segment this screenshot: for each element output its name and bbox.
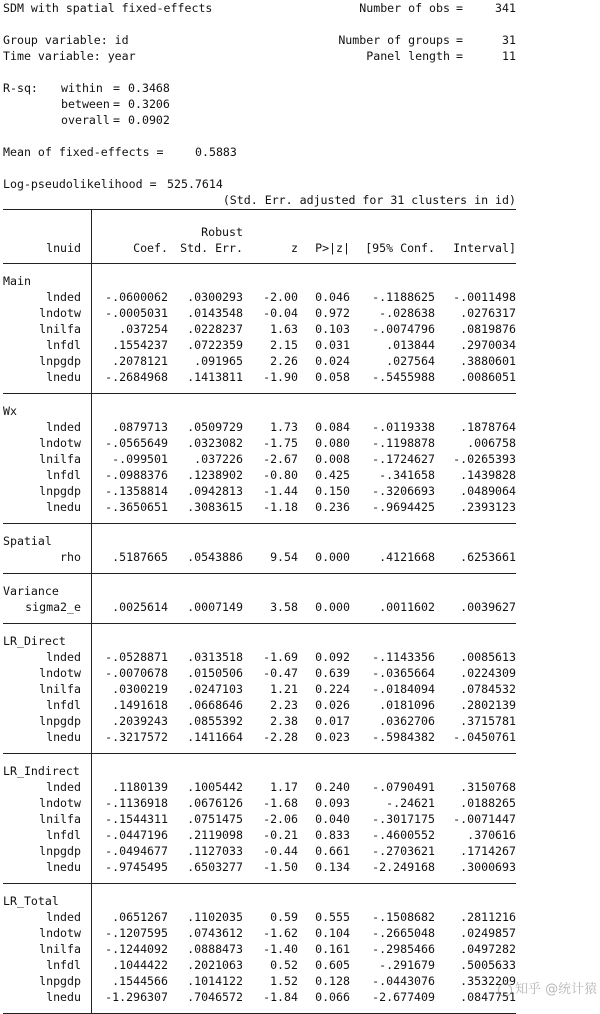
coef-cell: -.3217572 <box>105 730 168 744</box>
ci-lower-cell: -.028638 <box>379 306 435 320</box>
std-err-cell: .0007149 <box>187 600 243 614</box>
var-name-cell: lnedu <box>46 370 81 384</box>
p-value-cell: 0.236 <box>315 500 350 514</box>
z-cell: -1.18 <box>263 500 298 514</box>
coef-cell: -.1358814 <box>105 484 168 498</box>
p-value-cell: 0.128 <box>315 974 350 988</box>
z-cell: -1.44 <box>263 484 298 498</box>
column-header-z: z <box>291 241 298 255</box>
p-value-cell: 0.040 <box>315 812 350 826</box>
std-err-cell: .1413811 <box>187 370 243 384</box>
coef-cell: .0300219 <box>112 682 168 696</box>
p-value-cell: 0.093 <box>315 796 350 810</box>
var-name-cell: lnfdl <box>46 828 81 842</box>
ci-lower-cell: -.3206693 <box>372 484 435 498</box>
ci-lower-cell: -2.677409 <box>372 990 435 1004</box>
var-name-cell: lnpgdp <box>39 354 81 368</box>
nobs-value: 341 <box>495 1 516 15</box>
p-value-cell: 0.031 <box>315 338 350 352</box>
std-err-cell: .091965 <box>194 354 243 368</box>
var-name-cell: lnedu <box>46 730 81 744</box>
var-name-cell: lndotw <box>39 666 81 680</box>
p-value-cell: 0.224 <box>315 682 350 696</box>
ci-lower-cell: -.2665048 <box>372 926 435 940</box>
z-cell: 2.26 <box>270 354 298 368</box>
std-err-cell: .1411664 <box>187 730 243 744</box>
std-err-cell: .0942813 <box>187 484 243 498</box>
coef-cell: .037254 <box>119 322 168 336</box>
ci-upper-cell: .0085613 <box>460 650 516 664</box>
std-err-cell: .0743612 <box>187 926 243 940</box>
z-cell: -0.21 <box>263 828 298 842</box>
var-name-cell: lnpgdp <box>39 974 81 988</box>
z-cell: -0.80 <box>263 468 298 482</box>
ci-lower-cell: -.1188625 <box>372 290 435 304</box>
z-cell: -1.50 <box>263 860 298 874</box>
z-cell: -0.47 <box>263 666 298 680</box>
ci-upper-cell: .1439828 <box>460 468 516 482</box>
coef-cell: -.3650651 <box>105 500 168 514</box>
rsq-equals: = <box>113 113 120 127</box>
ci-upper-cell: .006758 <box>467 436 516 450</box>
column-header-p-value: P>|z| <box>315 241 350 255</box>
panel-length-label: Panel length <box>366 49 450 63</box>
z-cell: 3.58 <box>270 600 298 614</box>
table-rule <box>3 523 516 524</box>
var-name-cell: lnilfa <box>39 452 81 466</box>
var-name-cell: lnfdl <box>46 468 81 482</box>
ngroups-value: 31 <box>502 33 516 47</box>
z-cell: 0.59 <box>270 910 298 924</box>
var-name-cell: lnpgdp <box>39 714 81 728</box>
coef-cell: -.1207595 <box>105 926 168 940</box>
ci-lower-cell: -.1143356 <box>372 650 435 664</box>
ngroups-equals: = <box>456 33 463 47</box>
var-name-cell: lnded <box>46 780 81 794</box>
z-cell: -1.62 <box>263 926 298 940</box>
log-pseudolikelihood-label: Log-pseudolikelihood = <box>3 177 157 191</box>
std-err-cell: .0323082 <box>187 436 243 450</box>
var-name-cell: lnfdl <box>46 338 81 352</box>
zhihu-icon <box>498 983 512 997</box>
p-value-cell: 0.134 <box>315 860 350 874</box>
z-cell: 1.63 <box>270 322 298 336</box>
z-cell: -1.84 <box>263 990 298 1004</box>
rsq-equals: = <box>113 81 120 95</box>
z-cell: 2.38 <box>270 714 298 728</box>
var-name-cell: lnedu <box>46 860 81 874</box>
std-err-cell: .0143548 <box>187 306 243 320</box>
std-err-cell: .0722359 <box>187 338 243 352</box>
z-cell: -1.75 <box>263 436 298 450</box>
table-rule <box>3 883 516 884</box>
var-name-cell: lnded <box>46 650 81 664</box>
ci-lower-cell: .0181096 <box>379 698 435 712</box>
ci-upper-cell: .0249857 <box>460 926 516 940</box>
rsq-label: R-sq: <box>3 81 38 95</box>
column-header-var-name: lnuid <box>46 241 81 255</box>
var-name-cell: lnfdl <box>46 698 81 712</box>
ci-lower-cell: .027564 <box>386 354 435 368</box>
std-err-cell: .1005442 <box>187 780 243 794</box>
p-value-cell: 0.000 <box>315 600 350 614</box>
std-err-cell: .037226 <box>194 452 243 466</box>
z-cell: -2.67 <box>263 452 298 466</box>
p-value-cell: 0.104 <box>315 926 350 940</box>
panel-length-value: 11 <box>502 49 516 63</box>
z-cell: 2.23 <box>270 698 298 712</box>
ci-lower-cell: -.0119338 <box>372 420 435 434</box>
z-cell: 1.73 <box>270 420 298 434</box>
var-name-cell: lnilfa <box>39 322 81 336</box>
column-header-ci-upper: Interval] <box>453 241 516 255</box>
ngroups-label: Number of groups <box>338 33 450 47</box>
rsq-value: 0.3206 <box>128 97 170 111</box>
z-cell: -2.28 <box>263 730 298 744</box>
ci-upper-cell: -.0265393 <box>453 452 516 466</box>
var-name-cell: lnded <box>46 910 81 924</box>
coef-cell: -.1136918 <box>105 796 168 810</box>
coef-cell: .1491618 <box>112 698 168 712</box>
std-err-cell: .2021063 <box>187 958 243 972</box>
p-value-cell: 0.639 <box>315 666 350 680</box>
std-err-cell: .2119098 <box>187 828 243 842</box>
coef-cell: -1.296307 <box>105 990 168 1004</box>
ci-lower-cell: -.0443076 <box>372 974 435 988</box>
coef-cell: -.0070678 <box>105 666 168 680</box>
std-err-cell: .0751475 <box>187 812 243 826</box>
ci-lower-cell: -.1198878 <box>372 436 435 450</box>
nobs-label: Number of obs <box>359 1 450 15</box>
coef-cell: -.0600062 <box>105 290 168 304</box>
p-value-cell: 0.023 <box>315 730 350 744</box>
ci-lower-cell: .4121668 <box>379 550 435 564</box>
ci-upper-cell: .3150768 <box>460 780 516 794</box>
std-err-cell: .1102035 <box>187 910 243 924</box>
table-rule <box>3 393 516 394</box>
std-err-cell: .0228237 <box>187 322 243 336</box>
nobs-equals: = <box>456 1 463 15</box>
ci-upper-cell: .0039627 <box>460 600 516 614</box>
column-header-coef: Coef. <box>133 241 168 255</box>
z-cell: 1.52 <box>270 974 298 988</box>
var-name-cell: lnpgdp <box>39 844 81 858</box>
watermark-text: 知乎 @统计猿 <box>515 982 598 997</box>
column-header-robust: Robust <box>201 225 243 239</box>
coef-cell: .1544566 <box>112 974 168 988</box>
coef-cell: .1180139 <box>112 780 168 794</box>
std-err-cell: .7046572 <box>187 990 243 1004</box>
var-name-cell: lnilfa <box>39 942 81 956</box>
ci-upper-cell: .6253661 <box>460 550 516 564</box>
group-variable: Group variable: id <box>3 33 129 47</box>
z-cell: -2.06 <box>263 812 298 826</box>
z-cell: -2.00 <box>263 290 298 304</box>
table-separator <box>91 393 92 524</box>
std-err-cell: .3083615 <box>187 500 243 514</box>
ci-lower-cell: .013844 <box>386 338 435 352</box>
table-separator <box>91 263 92 394</box>
var-name-cell: lnded <box>46 290 81 304</box>
ci-upper-cell: .0784532 <box>460 682 516 696</box>
ci-lower-cell: -.24621 <box>386 796 435 810</box>
z-cell: -1.40 <box>263 942 298 956</box>
ci-lower-cell: -.0184094 <box>372 682 435 696</box>
p-value-cell: 0.425 <box>315 468 350 482</box>
p-value-cell: 0.080 <box>315 436 350 450</box>
ci-upper-cell: .3715781 <box>460 714 516 728</box>
z-cell: -1.90 <box>263 370 298 384</box>
coef-cell: .0879713 <box>112 420 168 434</box>
p-value-cell: 0.000 <box>315 550 350 564</box>
ci-lower-cell: .0011602 <box>379 600 435 614</box>
coef-cell: -.1544311 <box>105 812 168 826</box>
time-variable: Time variable: year <box>3 49 136 63</box>
z-cell: -1.69 <box>263 650 298 664</box>
p-value-cell: 0.555 <box>315 910 350 924</box>
panel-length-equals: = <box>456 49 463 63</box>
table-rule <box>3 573 516 574</box>
coef-cell: -.0005031 <box>105 306 168 320</box>
var-name-cell: lnfdl <box>46 958 81 972</box>
ci-upper-cell: -.0011498 <box>453 290 516 304</box>
p-value-cell: 0.092 <box>315 650 350 664</box>
coef-cell: -.0528871 <box>105 650 168 664</box>
table-rule <box>3 753 516 754</box>
z-cell: -1.68 <box>263 796 298 810</box>
z-cell: 9.54 <box>270 550 298 564</box>
coef-cell: .2039243 <box>112 714 168 728</box>
ci-upper-cell: .0188265 <box>460 796 516 810</box>
ci-lower-cell: -.2985466 <box>372 942 435 956</box>
std-err-cell: .0855392 <box>187 714 243 728</box>
rsq-name: between <box>61 97 110 111</box>
p-value-cell: 0.161 <box>315 942 350 956</box>
z-cell: 0.52 <box>270 958 298 972</box>
ci-upper-cell: -.0450761 <box>453 730 516 744</box>
z-cell: -0.04 <box>263 306 298 320</box>
p-value-cell: 0.024 <box>315 354 350 368</box>
p-value-cell: 0.150 <box>315 484 350 498</box>
p-value-cell: 0.972 <box>315 306 350 320</box>
var-name-cell: lnilfa <box>39 812 81 826</box>
group-label: Wx <box>3 404 17 418</box>
std-err-cell: .6503277 <box>187 860 243 874</box>
coef-cell: .5187665 <box>112 550 168 564</box>
p-value-cell: 0.084 <box>315 420 350 434</box>
ci-upper-cell: .3000693 <box>460 860 516 874</box>
p-value-cell: 0.661 <box>315 844 350 858</box>
ci-lower-cell: -.4600552 <box>372 828 435 842</box>
ci-upper-cell: .2811216 <box>460 910 516 924</box>
rsq-equals: = <box>113 97 120 111</box>
p-value-cell: 0.103 <box>315 322 350 336</box>
ci-upper-cell: .0497282 <box>460 942 516 956</box>
rsq-value: 0.0902 <box>128 113 170 127</box>
var-name-cell: sigma2_e <box>25 600 81 614</box>
coef-cell: .2078121 <box>112 354 168 368</box>
p-value-cell: 0.240 <box>315 780 350 794</box>
ci-upper-cell: -.0071447 <box>453 812 516 826</box>
coef-cell: -.0494677 <box>105 844 168 858</box>
group-label: LR_Indirect <box>3 764 80 778</box>
ci-upper-cell: .1878764 <box>460 420 516 434</box>
table-separator <box>91 523 92 574</box>
var-name-cell: lndotw <box>39 796 81 810</box>
table-rule <box>3 263 516 264</box>
ci-upper-cell: .0847751 <box>460 990 516 1004</box>
log-pseudolikelihood-value: 525.7614 <box>167 177 223 191</box>
ci-upper-cell: .2393123 <box>460 500 516 514</box>
std-err-cell: .0543886 <box>187 550 243 564</box>
ci-lower-cell: -.0365664 <box>372 666 435 680</box>
group-label: Main <box>3 274 31 288</box>
var-name-cell: rho <box>60 550 81 564</box>
ci-lower-cell: .0362706 <box>379 714 435 728</box>
ci-lower-cell: -2.249168 <box>372 860 435 874</box>
mean-fixed-effects-label: Mean of fixed-effects = <box>3 145 164 159</box>
ci-lower-cell: -.5455988 <box>372 370 435 384</box>
ci-lower-cell: -.3017175 <box>372 812 435 826</box>
var-name-cell: lnedu <box>46 990 81 1004</box>
p-value-cell: 0.066 <box>315 990 350 1004</box>
ci-upper-cell: .3532209 <box>460 974 516 988</box>
ci-lower-cell: -.2703621 <box>372 844 435 858</box>
p-value-cell: 0.026 <box>315 698 350 712</box>
var-name-cell: lnilfa <box>39 682 81 696</box>
coef-cell: -.0447196 <box>105 828 168 842</box>
std-err-cell: .1238902 <box>187 468 243 482</box>
std-err-cell: .0300293 <box>187 290 243 304</box>
z-cell: -0.44 <box>263 844 298 858</box>
p-value-cell: 0.605 <box>315 958 350 972</box>
var-name-cell: lndotw <box>39 436 81 450</box>
coef-cell: .1044422 <box>112 958 168 972</box>
coef-cell: -.099501 <box>112 452 168 466</box>
group-label: LR_Total <box>3 894 59 908</box>
table-rule <box>3 623 516 624</box>
ci-upper-cell: .0489064 <box>460 484 516 498</box>
ci-upper-cell: .5005633 <box>460 958 516 972</box>
ci-lower-cell: -.0790491 <box>372 780 435 794</box>
model-title: SDM with spatial fixed-effects <box>3 1 213 15</box>
watermark <box>498 978 597 1002</box>
ci-lower-cell: -.1508682 <box>372 910 435 924</box>
ci-lower-cell: -.5984382 <box>372 730 435 744</box>
coef-cell: -.0565649 <box>105 436 168 450</box>
ci-lower-cell: -.291679 <box>379 958 435 972</box>
coef-cell: -.1244092 <box>105 942 168 956</box>
table-separator <box>91 573 92 624</box>
ci-lower-cell: -.341658 <box>379 468 435 482</box>
std-err-cell: .0888473 <box>187 942 243 956</box>
mean-fixed-effects-value: 0.5883 <box>195 145 237 159</box>
table-separator <box>91 883 92 1014</box>
p-value-cell: 0.058 <box>315 370 350 384</box>
ci-upper-cell: .1714267 <box>460 844 516 858</box>
var-name-cell: lndotw <box>39 306 81 320</box>
ci-upper-cell: .0276317 <box>460 306 516 320</box>
std-err-cell: .0150506 <box>187 666 243 680</box>
ci-lower-cell: -.9694425 <box>372 500 435 514</box>
cluster-note: (Std. Err. adjusted for 31 clusters in id) <box>222 193 516 207</box>
p-value-cell: 0.008 <box>315 452 350 466</box>
std-err-cell: .0247103 <box>187 682 243 696</box>
std-err-cell: .0313518 <box>187 650 243 664</box>
column-header-std-err: Std. Err. <box>180 241 243 255</box>
ci-lower-cell: -.1724627 <box>372 452 435 466</box>
coef-cell: .1554237 <box>112 338 168 352</box>
p-value-cell: 0.833 <box>315 828 350 842</box>
rsq-name: overall <box>61 113 110 127</box>
ci-upper-cell: .0819876 <box>460 322 516 336</box>
group-label: Variance <box>3 584 59 598</box>
std-err-cell: .0668646 <box>187 698 243 712</box>
ci-upper-cell: .0086051 <box>460 370 516 384</box>
std-err-cell: .1014122 <box>187 974 243 988</box>
std-err-cell: .0509729 <box>187 420 243 434</box>
ci-upper-cell: .370616 <box>467 828 516 842</box>
std-err-cell: .0676126 <box>187 796 243 810</box>
table-separator <box>91 623 92 754</box>
ci-lower-cell: -.0074796 <box>372 322 435 336</box>
rsq-name: within <box>61 81 103 95</box>
z-cell: 1.17 <box>270 780 298 794</box>
group-label: LR_Direct <box>3 634 66 648</box>
coef-cell: .0025614 <box>112 600 168 614</box>
p-value-cell: 0.017 <box>315 714 350 728</box>
std-err-cell: .1127033 <box>187 844 243 858</box>
column-header-ci-lower: [95% Conf. <box>365 241 435 255</box>
table-separator <box>91 209 92 264</box>
p-value-cell: 0.046 <box>315 290 350 304</box>
var-name-cell: lnpgdp <box>39 484 81 498</box>
group-label: Spatial <box>3 534 52 548</box>
var-name-cell: lnedu <box>46 500 81 514</box>
z-cell: 2.15 <box>270 338 298 352</box>
ci-upper-cell: .3880601 <box>460 354 516 368</box>
var-name-cell: lndotw <box>39 926 81 940</box>
coef-cell: .0651267 <box>112 910 168 924</box>
coef-cell: -.2684968 <box>105 370 168 384</box>
ci-upper-cell: .2802139 <box>460 698 516 712</box>
table-rule <box>3 209 516 210</box>
coef-cell: -.9745495 <box>105 860 168 874</box>
coef-cell: -.0988376 <box>105 468 168 482</box>
ci-upper-cell: .2970034 <box>460 338 516 352</box>
rsq-value: 0.3468 <box>128 81 170 95</box>
var-name-cell: lnded <box>46 420 81 434</box>
table-separator <box>91 753 92 884</box>
z-cell: 1.21 <box>270 682 298 696</box>
ci-upper-cell: .0224309 <box>460 666 516 680</box>
